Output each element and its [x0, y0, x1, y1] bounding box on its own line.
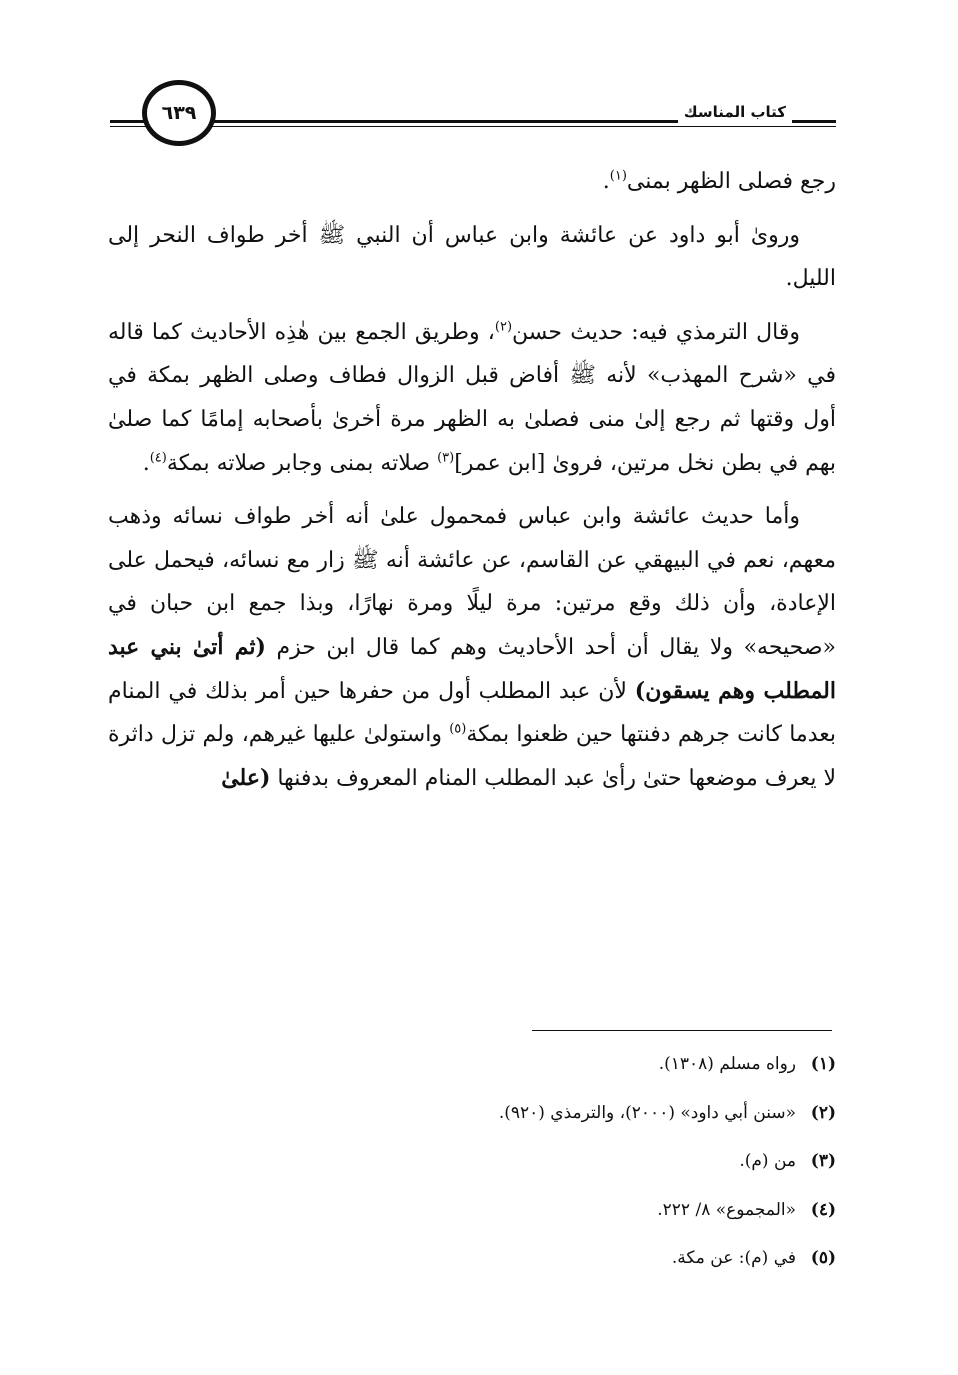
- footnote-separator: [532, 1030, 832, 1031]
- paragraph-4-part-c: واستولىٰ عليها غيرهم، ولم تزل داثرة لا يعرف موضعها حتىٰ رأىٰ عبد المطلب المنام المعروف بدفنها: [108, 722, 836, 791]
- paragraph-3-end: .: [142, 450, 150, 476]
- footnote-ref-4: (٤): [149, 450, 167, 466]
- footnote-ref-5: (٥): [449, 721, 467, 737]
- paragraph-4: [108, 495, 836, 800]
- paragraph-4-part-b: لأن عبد المطلب أول من حفرها حين أمر بذلك في المنام بعدما كانت جرهم دفنتها حين ظعنوا بمكة: [108, 678, 836, 748]
- paragraph-3-part-c: صلاته بمنى وجابر صلاته بمكة: [166, 450, 438, 476]
- paragraph-4-part-a: وأما حديث عائشة وابن عباس فمحمول علىٰ أنه أخر طواف نسائه وذهب معهم، نعم في البيهقي عن القاسم، عن عائشة أنه ﷺ زار مع نسائه، فيحمل على الإعادة، وأن ذلك وقع مرتين: مرة ليلًا ومرة نهارًا، وبذا جمع ابن حبان في «صحيحه» ولا يقال أن أحد الأحاديث وهم كما قال ابن حزم: [108, 504, 837, 660]
- paragraph-1: [108, 160, 836, 204]
- footnote-text: «المجموع» ٨/ ٢٢٢.: [657, 1199, 796, 1220]
- footnote-ref-1: (١): [609, 168, 627, 184]
- footnote-text: في (م): عن مكة.: [671, 1248, 796, 1268]
- footnote-number: (٤): [810, 1199, 836, 1220]
- paragraph-1-text: رجع فصلى الظهر بمنى: [626, 169, 836, 194]
- header-rule-thin: [210, 126, 836, 127]
- footnote-ref-2: (٢): [494, 319, 513, 335]
- footnote-3: [108, 1137, 836, 1186]
- footnote-number: (١): [810, 1054, 836, 1074]
- paragraph-1-end: .: [602, 169, 610, 194]
- paragraph-3: [108, 311, 836, 485]
- paragraph-3-part-b: ، وطريق الجمع بين هٰذِه الأحاديث كما قاله في «شرح المهذب» لأنه ﷺ أفاض قبل الزوال فطاف وصلى الظهر بمكة في أول وقتها ثم رجع إلىٰ منى فصلىٰ به الظهر مرة أخرىٰ بأصحابه إمامًا كما صلىٰ بهم في بطن نخل مرتين، فروىٰ [ابن عمر]: [108, 319, 836, 476]
- footnote-text: من (م).: [739, 1151, 796, 1171]
- footnote-number: (٥): [810, 1248, 836, 1268]
- page-number: ٦٣٩: [142, 80, 216, 146]
- page-header: [110, 78, 836, 168]
- paragraph-2: [108, 214, 836, 301]
- footnotes: [108, 1040, 836, 1283]
- footnote-1: [108, 1040, 836, 1089]
- footnote-number: (٢): [810, 1102, 836, 1123]
- footnote-2: [108, 1089, 836, 1138]
- hadith-quote-continued: (علىٰ: [221, 764, 271, 791]
- running-title: كتاب المناسك: [678, 100, 792, 124]
- header-rule-left-thin: [110, 126, 150, 127]
- footnote-5: [108, 1234, 836, 1283]
- main-text: [108, 160, 836, 810]
- paragraph-2-text: وروىٰ أبو داود عن عائشة وابن عباس أن النبي ﷺ أخر طواف النحر إلى الليل.: [108, 222, 836, 292]
- footnote-ref-3: (٣): [437, 450, 455, 466]
- footnote-text: «سنن أبي داود» (٢٠٠٠)، والترمذي (٩٢٠).: [498, 1102, 796, 1123]
- paragraph-3-part-a: وقال الترمذي فيه: حديث حسن: [512, 319, 800, 345]
- hadith-quote: (ثم أتىٰ بني عبد المطلب وهم يسقون): [108, 633, 836, 704]
- footnote-text: رواه مسلم (١٣٠٨).: [658, 1054, 796, 1074]
- footnote-4: [108, 1186, 836, 1235]
- footnote-number: (٣): [810, 1151, 836, 1171]
